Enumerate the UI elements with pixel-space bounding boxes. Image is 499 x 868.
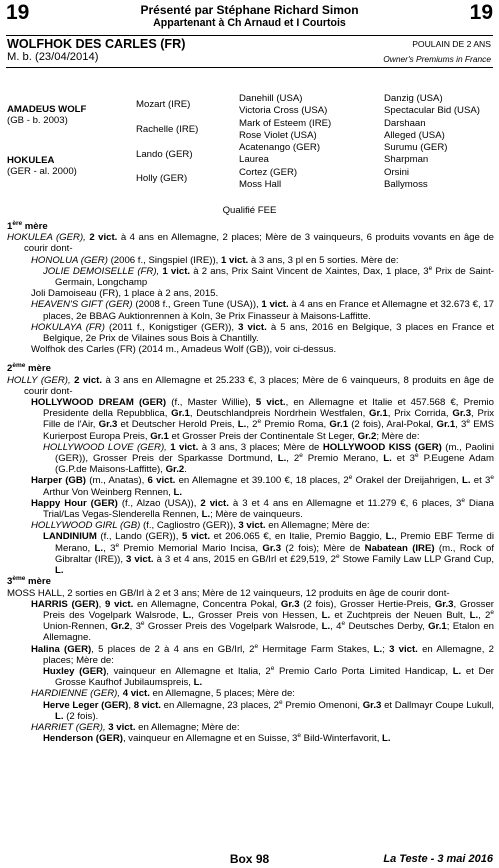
horse-birth: M. b. (23/04/2014) [7,51,99,63]
pedigree-gen2: Rachelle (IRE) [136,124,199,135]
section-first-dam: 1ère mère [7,219,48,232]
pedigree-gen3: Mark of Esteem (IRE) [239,118,332,129]
produce-paragraph: HOLLYWOOD GIRL (GB) (f., Cagliostro (GER)), 3 vict. en Allemagne; Mère de: [31,520,370,532]
pedigree-gen3: Acatenango (GER) [239,142,321,153]
produce-paragraph: HEAVEN'S GIFT (GER) (2008 f., Green Tune (USA)), 1 vict. à 4 ans en France et Allemagne et 32.673 €, 17 places, 2e BBAG Auktionrennen à Koln, 3e Prix Finasseur à Maisons-Laffitte. [31,299,494,322]
produce-paragraph: Harper (GB) (m., Anatas), 6 vict. en Allemagne et 39.100 €, 18 places, 2e Orakel der Dreijahrigen, L. et 3e Arthur Von Weinberg Rennen, L. [31,474,495,498]
produce-paragraph: HARDIENNE (GER), 4 vict. en Allemagne, 5 places; Mère de: [31,688,295,700]
presented-by: Présenté par Stéphane Richard Simon [140,3,359,17]
pedigree-sire [7,104,86,115]
box-number: Box 98 [229,852,270,866]
owner-premium: Owner's Premiums in France [383,54,491,64]
produce-paragraph: Joli Damoiseau (FR), 1 place à 2 ans, 2015. [31,288,219,300]
lot-number-left: 19 [6,1,30,24]
pedigree-gen3: Rose Violet (USA) [239,130,317,141]
produce-paragraph: HOKULAYA (FR) (2011 f., Konigstiger (GER)), 3 vict. à 5 ans, 2016 en Belgique, 3 places en France et Belgique, 2e Prix de Vilaines sous Bois à Chantilly. [31,321,494,345]
horse-name: WOLFHOK DES CARLES (FR) [7,37,186,51]
pedigree-gen2: Holly (GER) [136,173,188,184]
pedigree-gen4: Darshaan [384,118,426,129]
pedigree-dam-info: (GER - al. 2000) [7,166,77,177]
section-third-dam: 3ème mère [7,575,51,588]
pedigree-gen3: Danehill (USA) [239,93,303,104]
pedigree-gen4: Ballymoss [384,179,428,190]
pedigree-gen2: Mozart (IRE) [136,99,191,110]
pedigree-gen4: Sharpman [384,154,429,165]
lot-number-right: 19 [469,1,493,24]
produce-paragraph: HOLLYWOOD DREAM (GER) (f., Master Willie), 5 vict., en Allemagne et Italie et 457.568 €, Premio Presidente della Repubblica, Gr.1, Deutschlandpreis Nordrhein Westfalen, Gr.1, Prix Corrida, Gr.3, Prix Fille de l'Air, Gr.3 et Deutscher Herold Preis, L., 2e Premio Roma, Gr.1 (2 fois), Aral-Pokal, Gr.1, 3e EMS Kurierpost Europa Preis, Gr.1 et Grosser Preis der Continentale St Leger, Gr.2; Mère de: [31,397,494,442]
pedigree-gen4: Orsini [384,167,410,178]
pedigree-gen4: Spectacular Bid (USA) [384,105,480,116]
produce-paragraph: Huxley (GER), vainqueur en Allemagne et Italia, 2e Premio Carlo Porta Limited Handicap, L. et Der Grosse Kaufhof Jubilaumspreis, L. [43,664,494,689]
section-second-dam: 2ème mère [7,362,51,375]
produce-paragraph: Herve Leger (GER), 8 vict. en Allemagne, 23 places, 2e Premio Omenoni, Gr.3 et Dallmayr Coupe Lukull, L. (2 fois). [43,698,495,722]
sire-name: AMADEUS WOLF [7,104,87,115]
pedigree-gen4: Surumu (GER) [384,142,448,153]
produce-paragraph: Happy Hour (GER) (f., Alzao (USA)), 2 vict. à 3 et 4 ans en Allemagne et 11.279 €, 6 places, 3e Diana Trial/Las Vegas-Slenderella Rennen, L.; Mère de vainqueurs. [31,496,494,521]
pedigree-sire-info: (GB - b. 2003) [7,115,68,126]
dam-paragraph: MOSS HALL, 2 sorties en GB/Irl à 2 et 3 ans; Mère de 12 vainqueurs, 12 produits en âge de courir dont- [7,587,450,599]
produce-paragraph: HARRIS (GER), 9 vict. en Allemagne, Concentra Pokal, Gr.3 (2 fois), Grosser Hertie-Preis, Gr.3, Grosser Preis des Vogelpark Walsrode, L., Grosser Preis von Hessen, L. et Zuchtpreis der Neuen Bult, L., 2e Union-Rennen, Gr.2, 3e Grosser Preis des Vogelpark Walsrode, L., 4e Deutsches Derby, Gr.1; Etalon en Allemagne. [31,598,495,644]
family-notes [7,221,494,744]
produce-paragraph: Henderson (GER), vainqueur en Allemagne et en Suisse, 3e Bild-Winterfavorit, L. [43,731,391,745]
pedigree-dam [7,155,54,166]
owned-by: Appartenant à Ch Arnaud et I Courtois [153,17,346,29]
produce-paragraph: HOLLYWOOD LOVE (GER), 1 vict. à 3 ans, 3 places; Mère de HOLLYWOOD KISS (GER) (m., Paolini (GER)), Grosser Preis der Sparkasse Dortmund, L., 2e Premio Merano, L. et 3e P.Eugene Adam (G.P.de Maisons-Laffitte), Gr.2. [43,441,495,476]
produce-paragraph: HARRIET (GER), 3 vict. en Allemagne; Mère de: [31,721,240,733]
horse-sex-age: POULAIN DE 2 ANS [412,39,491,49]
produce-paragraph: JOLIE DEMOISELLE (FR), 1 vict. à 2 ans, Prix Saint Vincent de Xaintes, Dax, 1 place, 3e Prix de Saint-Germain, Longchamp [43,264,495,289]
dam-paragraph: HOKULEA (GER), 2 vict. à 4 ans en Allemagne, 2 places; Mère de 3 vainqueurs, 6 produits vovants en âge de courir dont- [7,232,494,255]
pedigree-gen3: Cortez (GER) [239,167,298,178]
pedigree-gen3: Victoria Cross (USA) [239,105,328,116]
produce-paragraph: LANDINIUM (f., Lando (GER)), 5 vict. et 206.065 €, en Italie, Premio Baggio, L., Premio EBF Terme di Merano, L., 3e Premio Memorial Mario Incisa, Gr.3 (2 fois); Mère de Nabatean (IRE) (m., Rock of Gibraltar (IRE)), 3 vict. à 3 et 4 ans, 2015 en GB/Irl et £29,519, 2e Stowe Family Law LLP Grand Cup, L. [43,531,495,577]
pedigree-gen3: Laurea [239,154,269,165]
produce-paragraph: HONOLUA (GER) (2006 f., Singspiel (IRE)), 1 vict. à 3 ans, 3 pl en 5 sorties. Mère de: [31,254,399,266]
sale-date: La Teste - 3 mai 2016 [383,853,493,865]
produce-paragraph: Halina (GER), 5 places de 2 à 4 ans en GB/Irl, 2e Hermitage Farm Stakes, L.; 3 vict. en Allemagne, 2 places; Mère de: [31,642,494,666]
dam-paragraph: HOLLY (GER), 2 vict. à 3 ans en Allemagne et 25.233 €, 3 places; Mère de 6 vainqueurs, 8 produits en âge de courir dont- [7,374,494,397]
pedigree-gen3: Moss Hall [239,179,282,190]
bottom-rule [6,67,493,68]
qualifie-fee: Qualifié FEE [222,205,277,216]
produce-paragraph: Wolfhok des Carles (FR) (2014 m., Amadeus Wolf (GB)), voir ci-dessus. [31,344,337,356]
pedigree-gen4: Alleged (USA) [384,130,445,141]
top-rule [6,35,493,36]
pedigree-gen4: Danzig (USA) [384,93,443,104]
dam-name: HOKULEA [7,155,55,166]
pedigree-gen2: Lando (GER) [136,149,193,160]
